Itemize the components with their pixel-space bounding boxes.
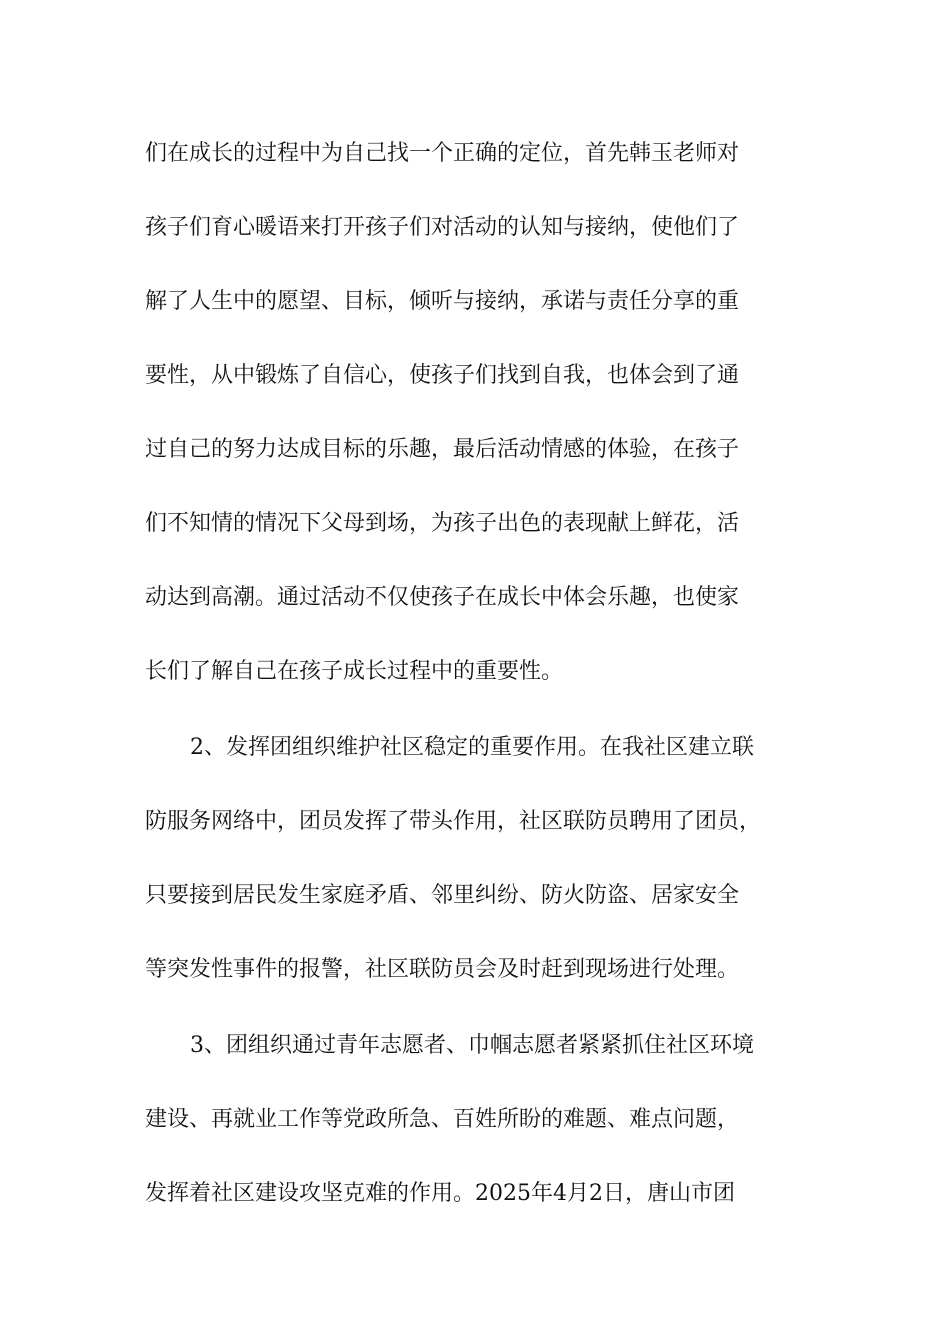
text-line-10: 防服务网络中，团员发挥了带头作用，社区联防员聘用了团员， — [145, 809, 762, 834]
text-line-3: 解了人生中的愿望、目标，倾听与接纳，承诺与责任分享的重 — [145, 289, 740, 314]
text-line-14: 建设、再就业工作等党政所急、百姓所盼的难题、难点问题， — [145, 1107, 740, 1132]
text-line-9: 2、发挥团组织维护社区稳定的重要作用。在我社区建立联 — [190, 735, 754, 760]
text-line-11: 只要接到居民发生家庭矛盾、邻里纠纷、防火防盗、居家安全 — [145, 883, 740, 908]
text-line-12: 等突发性事件的报警，社区联防员会及时赶到现场进行处理。 — [145, 957, 740, 982]
text-line-1: 们在成长的过程中为自己找一个正确的定位，首先韩玉老师对 — [145, 141, 740, 166]
text-line-8: 长们了解自己在孩子成长过程中的重要性。 — [145, 659, 564, 684]
text-line-13: 3、团组织通过青年志愿者、巾帼志愿者紧紧抓住社区环境 — [190, 1033, 754, 1058]
text-line-6: 们不知情的情况下父母到场，为孩子出色的表现献上鲜花，活 — [145, 511, 740, 536]
text-line-2: 孩子们育心暖语来打开孩子们对活动的认知与接纳，使他们了 — [145, 215, 740, 240]
text-line-5: 过自己的努力达成目标的乐趣，最后活动情感的体验，在孩子 — [145, 437, 740, 462]
text-line-7: 动达到高潮。通过活动不仅使孩子在成长中体会乐趣，也使家 — [145, 585, 740, 610]
text-line-4: 要性，从中锻炼了自信心，使孩子们找到自我，也体会到了通 — [145, 363, 740, 388]
text-line-15: 发挥着社区建设攻坚克难的作用。2025年4月2日，唐山市团 — [145, 1181, 735, 1206]
